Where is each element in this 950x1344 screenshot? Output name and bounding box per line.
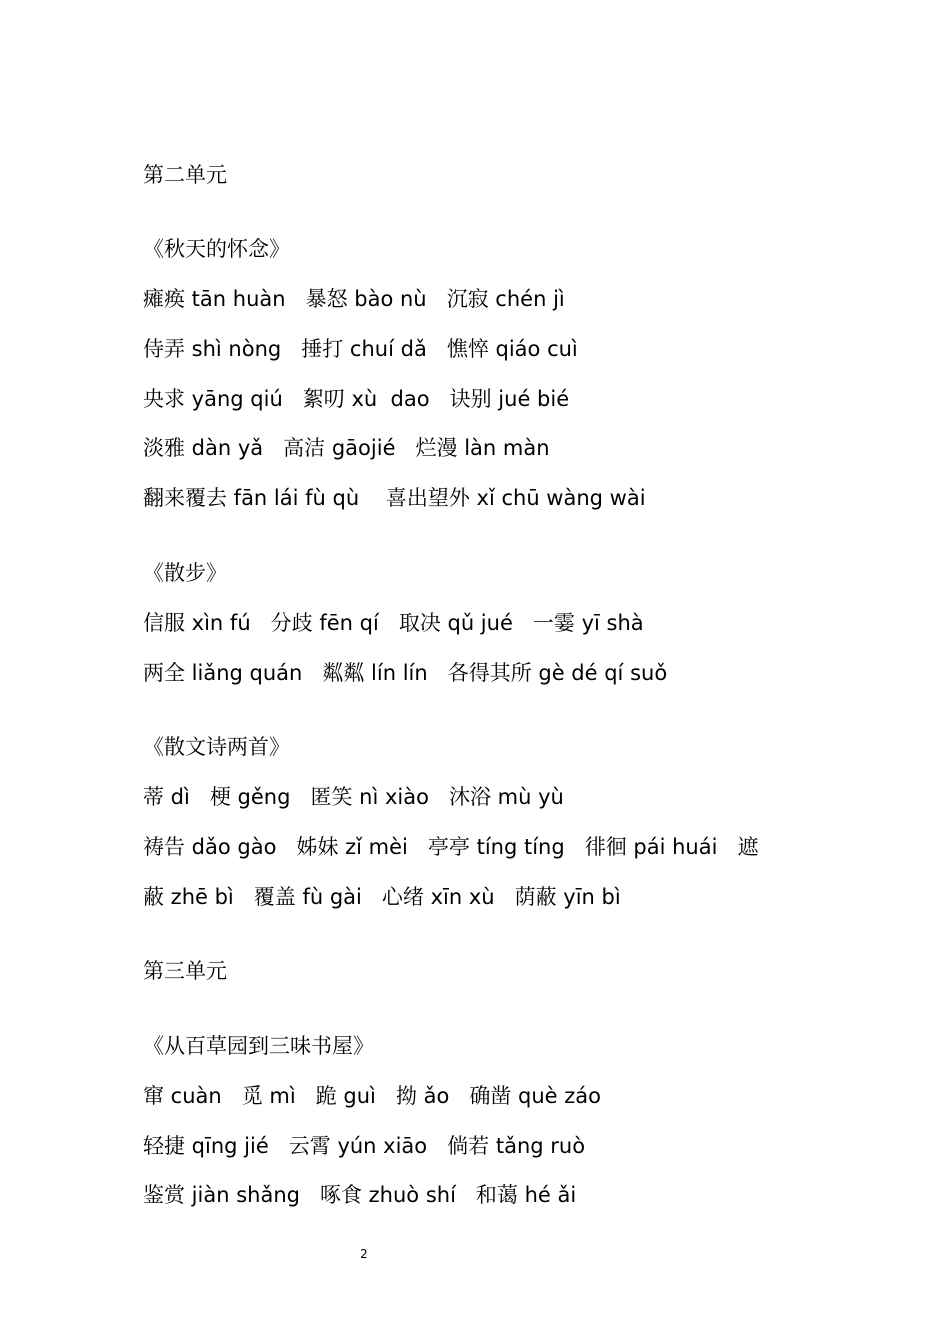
vocab-line: 信服 xìn fú 分歧 fēn qí 取决 qǔ jué 一霎 yī shà — [143, 611, 644, 635]
vocab-line: 两全 liǎng quán 粼粼 lín lín 各得其所 gè dé qí suǒ — [143, 661, 668, 685]
vocab-line: 瘫痪 tān huàn 暴怒 bào nù 沉寂 chén jì — [143, 287, 565, 311]
lesson-title: 《从百草园到三味书屋》 — [143, 1034, 374, 1058]
vocab-line: 窜 cuàn 觅 mì 跪 guì 拗 ǎo 确凿 què záo — [143, 1084, 601, 1108]
page-number: 2 — [360, 1247, 368, 1261]
lesson-title: 《散文诗两首》 — [143, 735, 290, 759]
vocab-line: 鉴赏 jiàn shǎng 啄食 zhuò shí 和蔼 hé ǎi — [143, 1183, 577, 1207]
vocab-line: 祷告 dǎo gào 姊妹 zǐ mèi 亭亭 tíng tíng 徘徊 pái huái 遮 — [143, 835, 759, 859]
vocab-line: 央求 yāng qiú 絮叨 xù dao 诀别 jué bié — [143, 387, 570, 411]
lesson-title: 《秋天的怀念》 — [143, 237, 290, 261]
vocab-line: 淡雅 dàn yǎ 高洁 gāojié 烂漫 làn màn — [143, 436, 550, 460]
unit-heading: 第三单元 — [143, 959, 227, 983]
vocab-line: 翻来覆去 fān lái fù qù 喜出望外 xǐ chū wàng wài — [143, 486, 646, 510]
vocab-line: 轻捷 qīng jié 云霄 yún xiāo 倘若 tǎng ruò — [143, 1134, 586, 1158]
vocab-line: 蒂 dì 梗 gěng 匿笑 nì xiào 沐浴 mù yù — [143, 785, 564, 809]
unit-heading: 第二单元 — [143, 163, 227, 187]
vocab-line: 侍弄 shì nòng 捶打 chuí dǎ 憔悴 qiáo cuì — [143, 337, 578, 361]
vocab-line: 蔽 zhē bì 覆盖 fù gài 心绪 xīn xù 荫蔽 yīn bì — [143, 885, 621, 909]
lesson-title: 《散步》 — [143, 561, 227, 585]
